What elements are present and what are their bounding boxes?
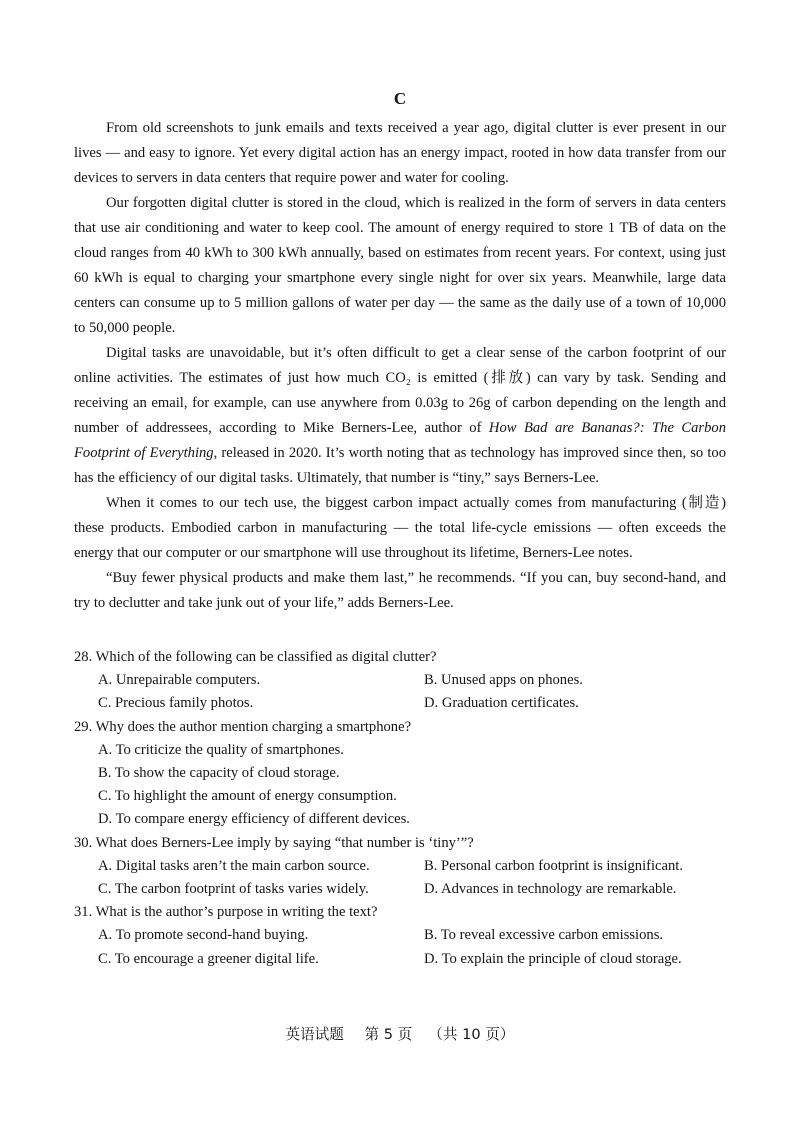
option-d: D. Advances in technology are remarkable. bbox=[424, 881, 677, 898]
option-c: C. To encourage a greener digital life. bbox=[98, 950, 319, 967]
option-a: A. Unrepairable computers. bbox=[98, 672, 261, 689]
option-d: D. Graduation certificates. bbox=[424, 695, 579, 712]
option-c: C. Precious family photos. bbox=[98, 695, 254, 712]
footer-page-number: 第 5 页 bbox=[364, 1026, 413, 1043]
option-b: B. To show the capacity of cloud storage. bbox=[98, 765, 340, 782]
passage-paragraph-3 bbox=[74, 341, 726, 491]
passage-paragraph-4: When it comes to our tech use, the biggest carbon impact actually comes from manufacturing (制造) these products. Embodied carbon in manufacturing — the total life-cycle emissions — often exceeds the energy that our computer or our smartphone will use throughout its lifetime, Berners-Lee notes. bbox=[74, 495, 726, 561]
question-list bbox=[74, 646, 726, 971]
footer-total-pages: （共 10 页） bbox=[428, 1026, 515, 1043]
reading-passage bbox=[74, 116, 726, 616]
passage-paragraph-1: From old screenshots to junk emails and texts received a year ago, digital clutter is ever present in our lives — and easy to ignore. Yet every digital action has an energy impact, rooted in how data transfer from our devices to servers in data centers that require power and water for cooling. bbox=[74, 120, 726, 186]
option-d: D. To compare energy efficiency of different devices. bbox=[98, 811, 410, 828]
option-group bbox=[74, 739, 726, 832]
option-group bbox=[74, 855, 726, 901]
footer-subject: 英语试题 bbox=[285, 1026, 344, 1043]
passage-paragraph-5: “Buy fewer physical products and make them last,” he recommends. “If you can, buy second-hand, and try to declutter and take junk out of your life,” adds Berners-Lee. bbox=[74, 570, 726, 611]
book-title: How Bad are Bananas?: The Carbon Footprint of Everything bbox=[74, 420, 726, 461]
question-31 bbox=[74, 901, 726, 971]
page-footer bbox=[0, 1023, 800, 1044]
question-stem: 31. What is the author’s purpose in writing the text? bbox=[74, 904, 378, 921]
option-a: A. To criticize the quality of smartphones. bbox=[98, 741, 344, 758]
option-d: D. To explain the principle of cloud storage. bbox=[424, 950, 682, 967]
option-a: A. To promote second-hand buying. bbox=[98, 927, 309, 944]
passage-paragraph-2: Our forgotten digital clutter is stored in the cloud, which is realized in the form of servers in data centers that use air conditioning and water to keep cool. The amount of energy required to store 1 TB of data on the cloud ranges from 40 kWh to 300 kWh annually, based on estimates from recent years. For context, using just 60 kWh is equal to charging your smartphone every single night for over six years. Meanwhile, large data centers can consume up to 5 million gallons of water per day — the same as the daily use of a town of 10,000 to 50,000 people. bbox=[74, 195, 726, 336]
question-28 bbox=[74, 646, 726, 716]
paragraph-3-text-before: Digital tasks are unavoidable, but it’s often difficult to get a clear sense of the carbon footprint of our online activities. The estimates of just how much CO₂ is emitted (排放) can vary by task. Sending and receiving an email, for example, can use anywhere from 0.03g to 26g of carbon depending on the length and number of addressees, according to Mike Berners-Lee, author of bbox=[74, 345, 726, 436]
option-b: B. Unused apps on phones. bbox=[424, 672, 583, 689]
question-stem: 29. Why does the author mention charging a smartphone? bbox=[74, 718, 412, 735]
section-letter: C bbox=[393, 89, 407, 108]
question-stem: 28. Which of the following can be classified as digital clutter? bbox=[74, 649, 437, 665]
option-group bbox=[74, 924, 726, 970]
question-29 bbox=[74, 716, 726, 832]
option-b: B. Personal carbon footprint is insignificant. bbox=[424, 857, 683, 874]
question-stem: 30. What does Berners-Lee imply by saying “that number is ‘tiny’”? bbox=[74, 834, 474, 851]
option-c: C. The carbon footprint of tasks varies widely. bbox=[98, 881, 369, 898]
exam-page bbox=[74, 88, 726, 971]
option-group bbox=[74, 669, 726, 715]
question-30 bbox=[74, 832, 726, 902]
option-c: C. To highlight the amount of energy consumption. bbox=[98, 788, 397, 805]
option-b: B. To reveal excessive carbon emissions. bbox=[424, 927, 664, 944]
option-a: A. Digital tasks aren’t the main carbon source. bbox=[98, 857, 370, 874]
paragraph-3-text-after: , released in 2020. It’s worth noting that as technology has improved since then, so too has the efficiency of our digital tasks. Ultimately, that number is “tiny,” says Berners-Lee. bbox=[74, 445, 726, 486]
